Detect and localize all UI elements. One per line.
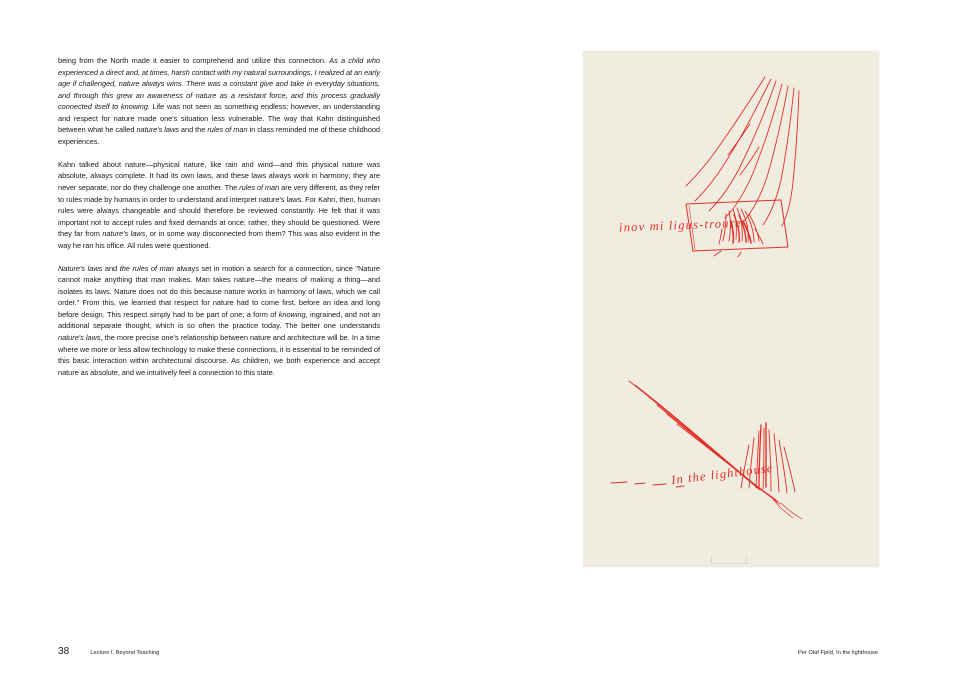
plate-artwork <box>583 51 879 567</box>
illustration-plate <box>583 51 879 567</box>
running-head: Lecture I. Beyond Teaching <box>90 650 160 656</box>
paragraph-1: being from the North made it easier to comprehend and utilize this connection. As a child who experienced a direct and, at times, harsh contact with my natural surroundings, I realized at an early age if challenged, nature always wins. There was a constant give and take in everyday situations, and through this grew an awareness of nature as a resistant force, and this process gradually connected itself to knowing. Life was not seen as something endless; however, an understanding and respect for nature made one's situation less vulnerable. The way that Kahn distinguished between what he called nature's laws and the rules of man in class reminded me of these childhood experiences. <box>58 56 380 146</box>
sketch-caption-bottom: In the lighthouse <box>670 460 775 488</box>
red-ink-sketch-svg <box>583 51 879 567</box>
plate-bottom-notch <box>711 556 747 564</box>
right-page <box>482 0 964 681</box>
sketch-caption-top: inov mi ligus-troure . <box>618 215 751 235</box>
page-number: 38 <box>58 646 70 657</box>
paragraph-3: Nature's laws and the rules of man always set in motion a search for a connection, since "Nature cannot make anything that man makes. Man takes nature—the means of making a thing—and isolates its laws. Nature does not do this because nature works in harmony of laws, which we call order." From this, we learned that respect for nature had to come first, before an idea and long before design. This respect simply had to be part of one; a form of knowing, ingrained, and not an additional separate thought, which is so often the practice today. The better one understands nature's laws, the more precise one's relationship between nature and architecture will be. In a time where we more or less allow technology to make these connections, it is essential to be reminded of this basic interaction within architectural discourse. As children, we both experience and accept nature as absolute, and we intuitively feel a connection to this state. <box>58 263 380 377</box>
right-page-credit: Per Olaf Fjeld, In the lighthouse <box>797 650 878 656</box>
left-page-footer <box>58 646 159 657</box>
body-text-column <box>58 55 380 378</box>
paragraph-2: Kahn talked about nature—physical nature, like rain and wind—and this physical nature was absolute, always complete. It had its own laws, and these laws always work in harmony; they are never separate, nor do they challenge one another. The rules of man are very different, as they refer to rules made by humans in order to understand and interpret nature's laws. For Kahn, then, human rules were always changeable and should therefore be reviewed constantly. He felt that it was important not to accept rules and fixed demands at once; rather, they should be questioned. Were they far from nature's laws, or in some way disconnected from them? This was also evident in the way he ran his office. All rules were questioned. <box>58 159 381 250</box>
